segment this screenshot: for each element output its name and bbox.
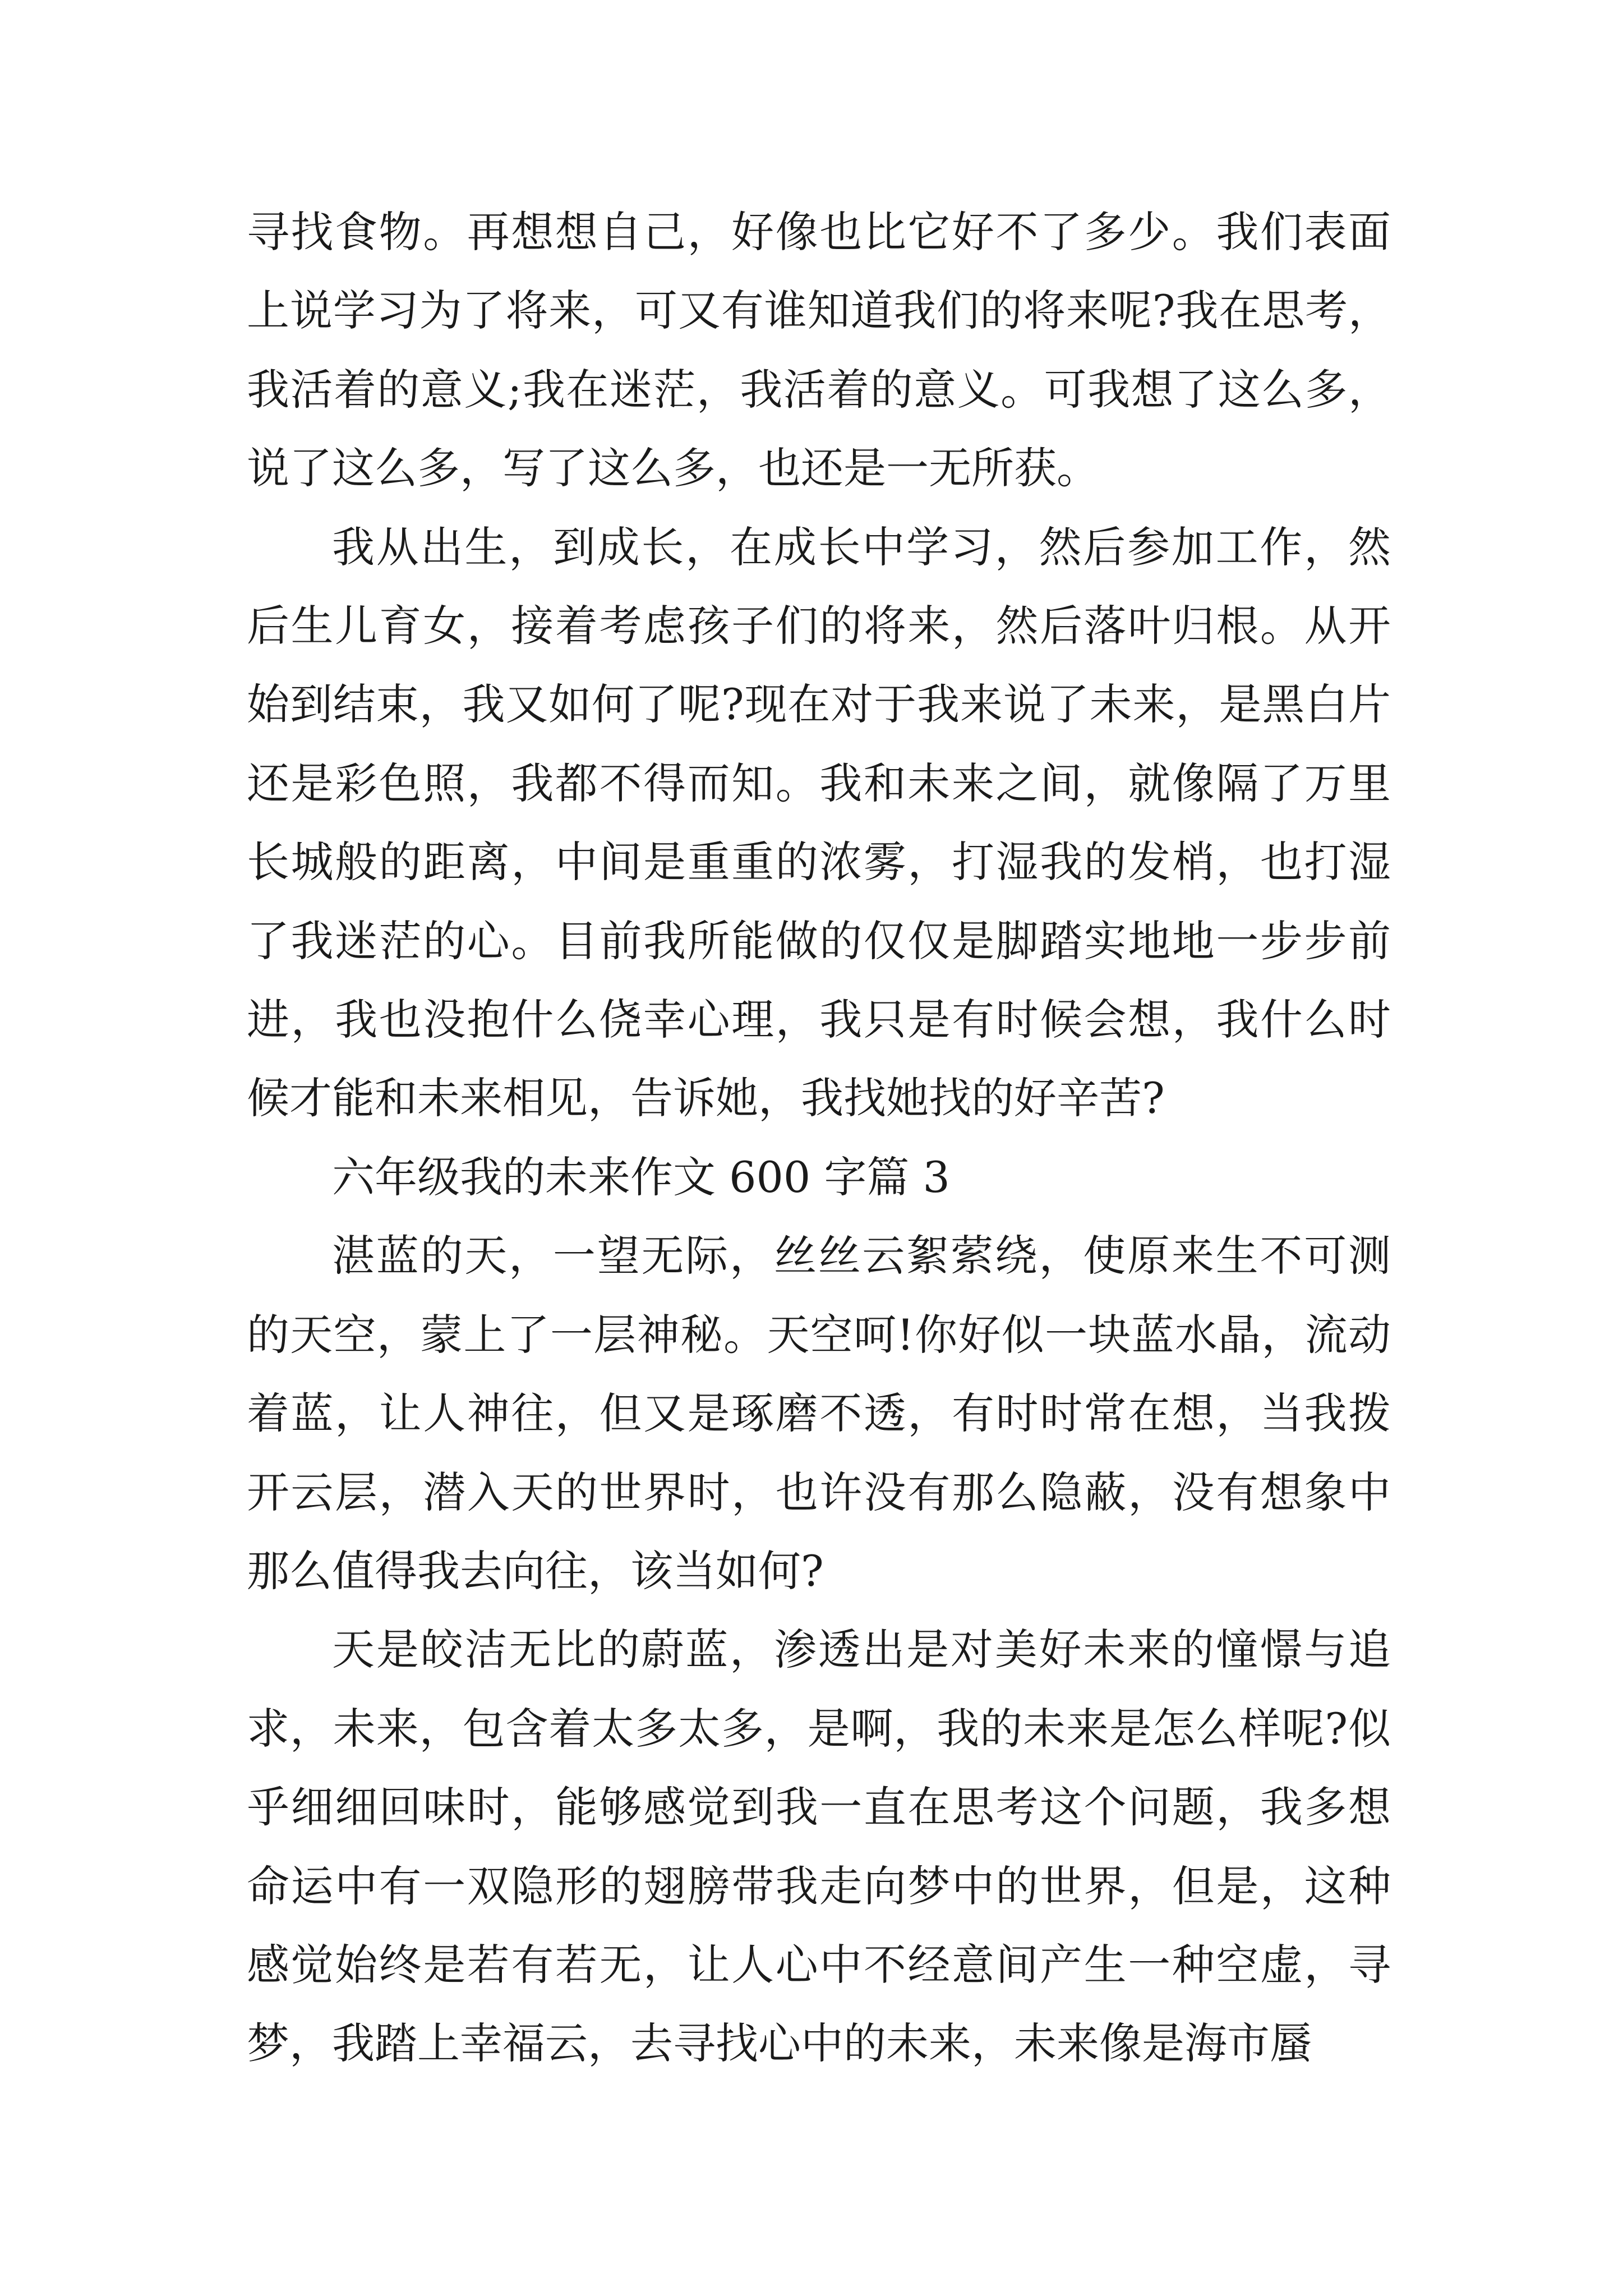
document-body bbox=[247, 193, 1391, 2083]
paragraph-4: 天是皎洁无比的蔚蓝，渗透出是对美好未来的憧憬与追求，未来，包含着太多太多，是啊，我的未来是怎么样呢?似乎细细回味时，能够感觉到我一直在思考这个问题，我多想命运中有一双隐形的翅膀带我走向梦中的世界，但是，这种感觉始终是若有若无，让人心中不经意间产生一种空虚，寻梦，我踏上幸福云，去寻找心中的未来，未来像是海市蜃 bbox=[247, 1625, 1391, 2069]
paragraph-1: 寻找食物。再想想自己，好像也比它好不了多少。我们表面上说学习为了将来，可又有谁知道我们的将来呢?我在思考，我活着的意义;我在迷茫，我活着的意义。可我想了这么多，说了这么多，写了这么多，也还是一无所获。 bbox=[247, 207, 1391, 494]
paragraph-2: 我从出生，到成长，在成长中学习，然后参加工作，然后生儿育女，接着考虑孩子们的将来，然后落叶归根。从开始到结束，我又如何了呢?现在对于我来说了未来，是黑白片还是彩色照，我都不得而知。我和未来之间，就像隔了万里长城般的距离，中间是重重的浓雾，打湿我的发梢，也打湿了我迷茫的心。目前我所能做的仅仅是脚踏实地地一步步前进，我也没抱什么侥幸心理，我只是有时候会想，我什么时候才能和未来相见，告诉她，我找她找的好辛苦? bbox=[247, 522, 1391, 1124]
section-heading: 六年级我的未来作文 600 字篇 3 bbox=[332, 1152, 950, 1202]
paragraph-3: 湛蓝的天，一望无际，丝丝云絮萦绕，使原来生不可测的天空，蒙上了一层神秘。天空呵!你好似一块蓝水晶，流动着蓝，让人神往，但又是琢磨不透，有时时常在想，当我拨开云层，潜入天的世界时，也许没有那么隐蔽，没有想象中那么值得我去向往，该当如何? bbox=[247, 1231, 1391, 1596]
